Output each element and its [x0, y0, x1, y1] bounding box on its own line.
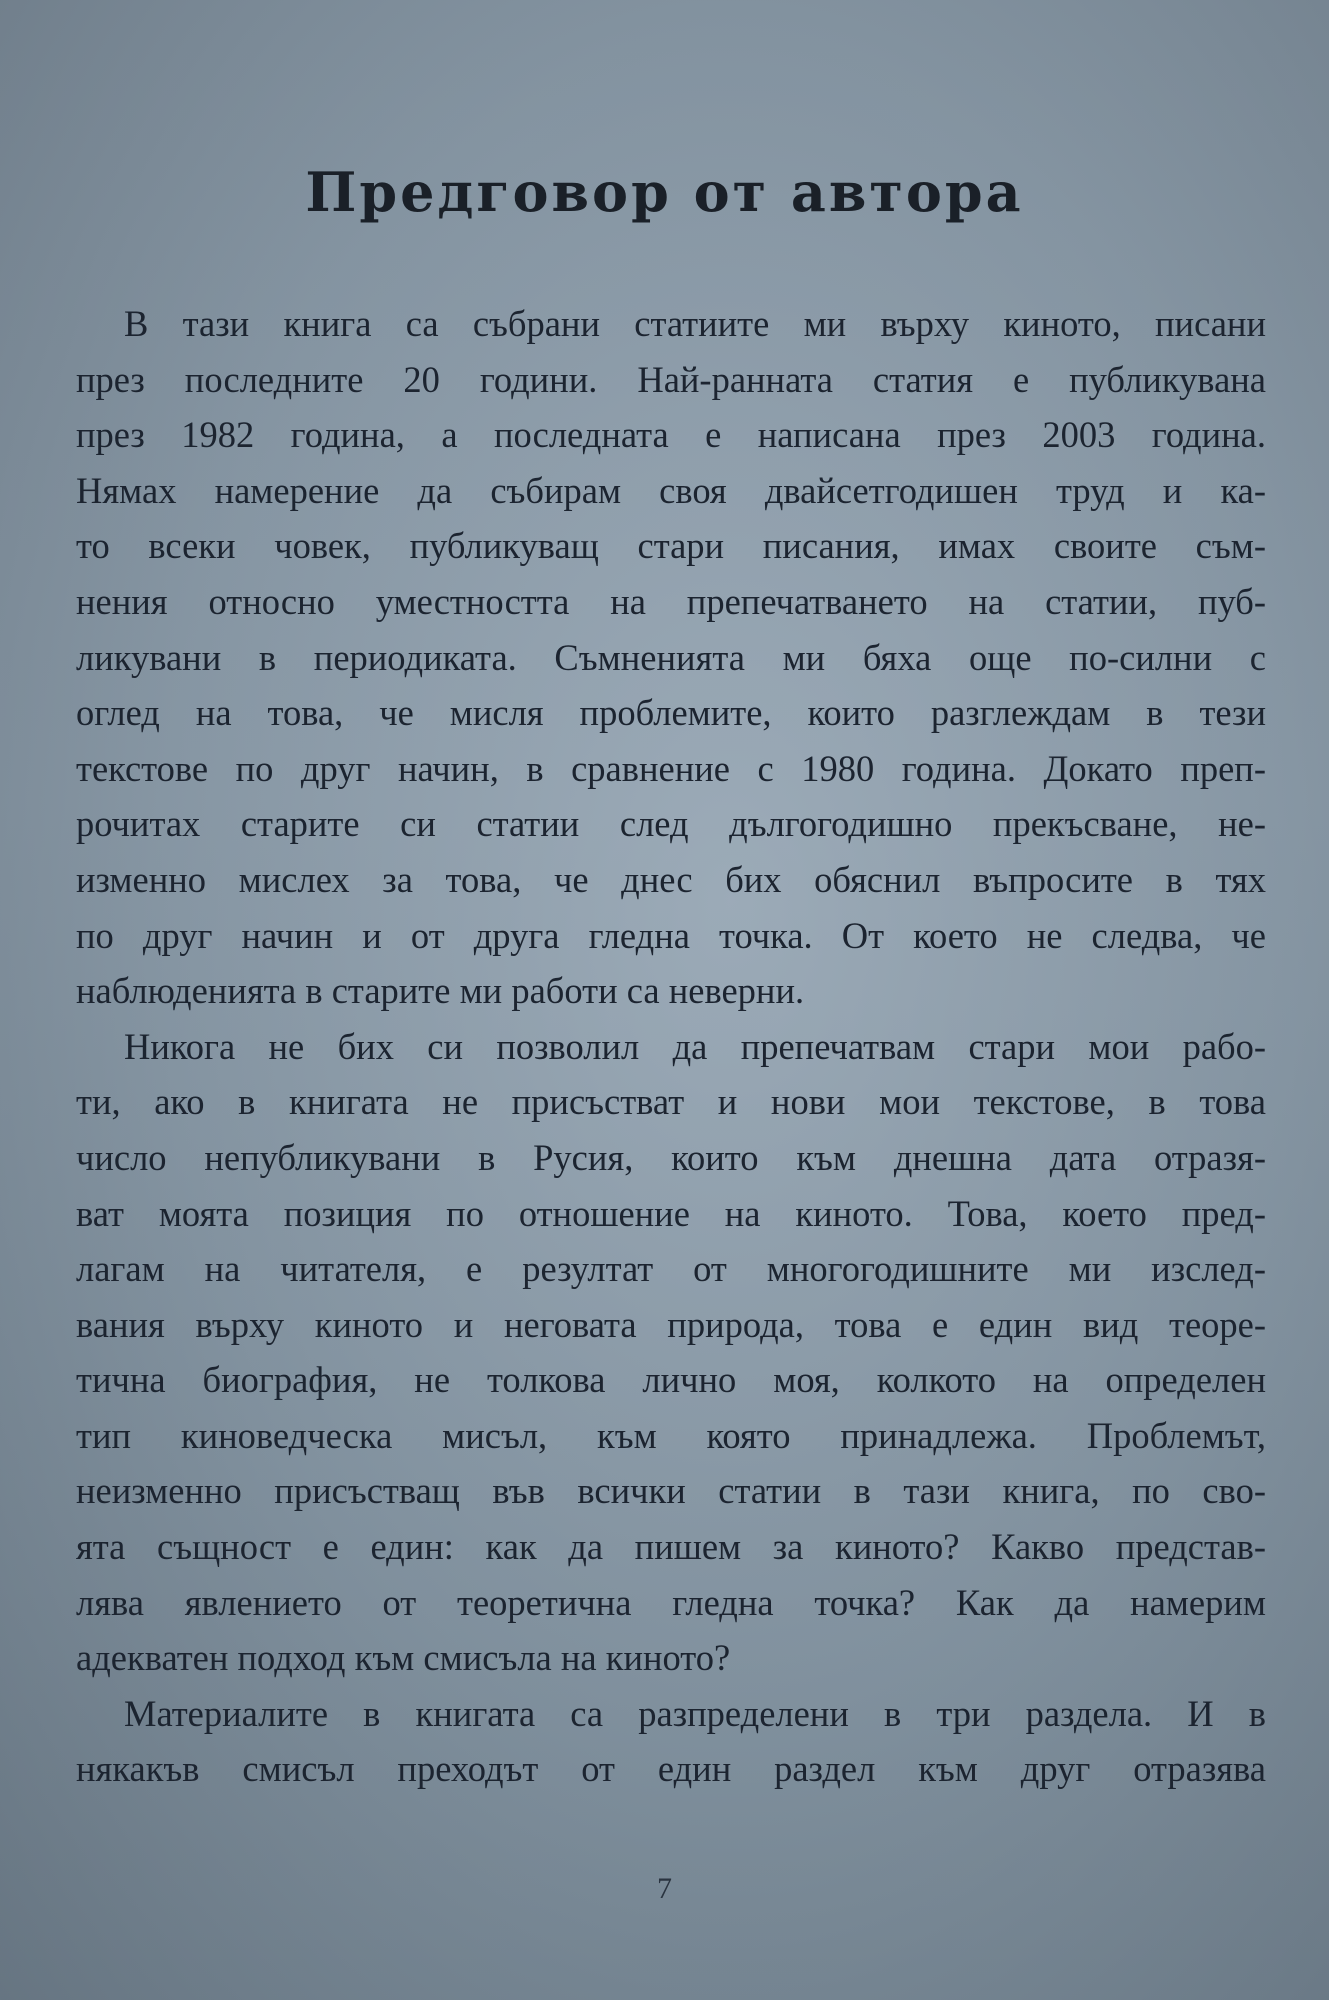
text-line: вания върху киното и неговата природа, това е един вид теоре-: [76, 1303, 1266, 1345]
text-line: ват моята позиция по отношение на киното. Това, което пред-: [76, 1192, 1266, 1234]
text-line: неизменно присъстващ във всички статии в тази книга, по сво-: [76, 1470, 1266, 1512]
text-line: то всеки човек, публикуващ стари писания, имах своите съм-: [76, 525, 1266, 567]
text-line: Никога не бих си позволил да препечатвам стари мои рабо-: [124, 1025, 1266, 1067]
text-line: ята същност е един: как да пишем за киното? Какво представ-: [76, 1526, 1266, 1568]
body-text: [76, 296, 1266, 1797]
text-line: рочитах старите си статии след дългогодишно прекъсване, не-: [76, 803, 1266, 845]
text-line: ликувани в периодиката. Съмненията ми бяха още по-силни с: [76, 636, 1266, 678]
text-line: през последните 20 години. Най-ранната статия е публикувана: [76, 358, 1266, 400]
text-line: Нямах намерение да събирам своя двайсетгодишен труд и ка-: [76, 469, 1266, 511]
text-line: ти, ако в книгата не присъстват и нови мои текстове, в това: [76, 1081, 1266, 1123]
page-title: Предговор от автора: [305, 160, 1024, 224]
text-line: Материалите в книгата са разпределени в три раздела. И в: [124, 1692, 1266, 1734]
text-line: наблюденията в старите ми работи са неверни.: [76, 970, 805, 1012]
text-line: лява явлението от теоретична гледна точка? Как да намерим: [76, 1581, 1266, 1623]
text-line: В тази книга са събрани статиите ми върху киното, писани: [124, 303, 1266, 344]
text-line: по друг начин и от друга гледна точка. От което не следва, че: [76, 914, 1266, 956]
text-line: лагам на читателя, е резултат от многогодишните ми изслед-: [76, 1248, 1266, 1290]
text-line: число непубликувани в Русия, които към днешна дата отразя-: [76, 1136, 1266, 1178]
text-line: през 1982 година, а последната е написана през 2003 година.: [76, 414, 1266, 456]
paragraph-1: [76, 296, 1266, 1019]
text-line: някакъв смисъл преходът от един раздел към друг отразява: [76, 1748, 1266, 1790]
text-line: адекватен подход към смисъла на киното?: [76, 1637, 731, 1679]
text-line: нения относно уместността на препечатването на статии, пуб-: [76, 580, 1266, 622]
text-line: тична биография, не толкова лично моя, колкото на определен: [76, 1359, 1266, 1401]
text-line: оглед на това, че мисля проблемите, които разглеждам в тези: [76, 692, 1266, 734]
text-line: тип киноведческа мисъл, към която принадлежа. Проблемът,: [76, 1414, 1266, 1456]
text-line: изменно мислех за това, че днес бих обяснил въпросите в тях: [76, 858, 1266, 900]
page-number: 7: [657, 1872, 672, 1905]
paragraph-3: [76, 1686, 1266, 1797]
paragraph-2: [76, 1019, 1266, 1686]
text-line: текстове по друг начин, в сравнение с 1980 година. Докато преп-: [76, 747, 1266, 789]
